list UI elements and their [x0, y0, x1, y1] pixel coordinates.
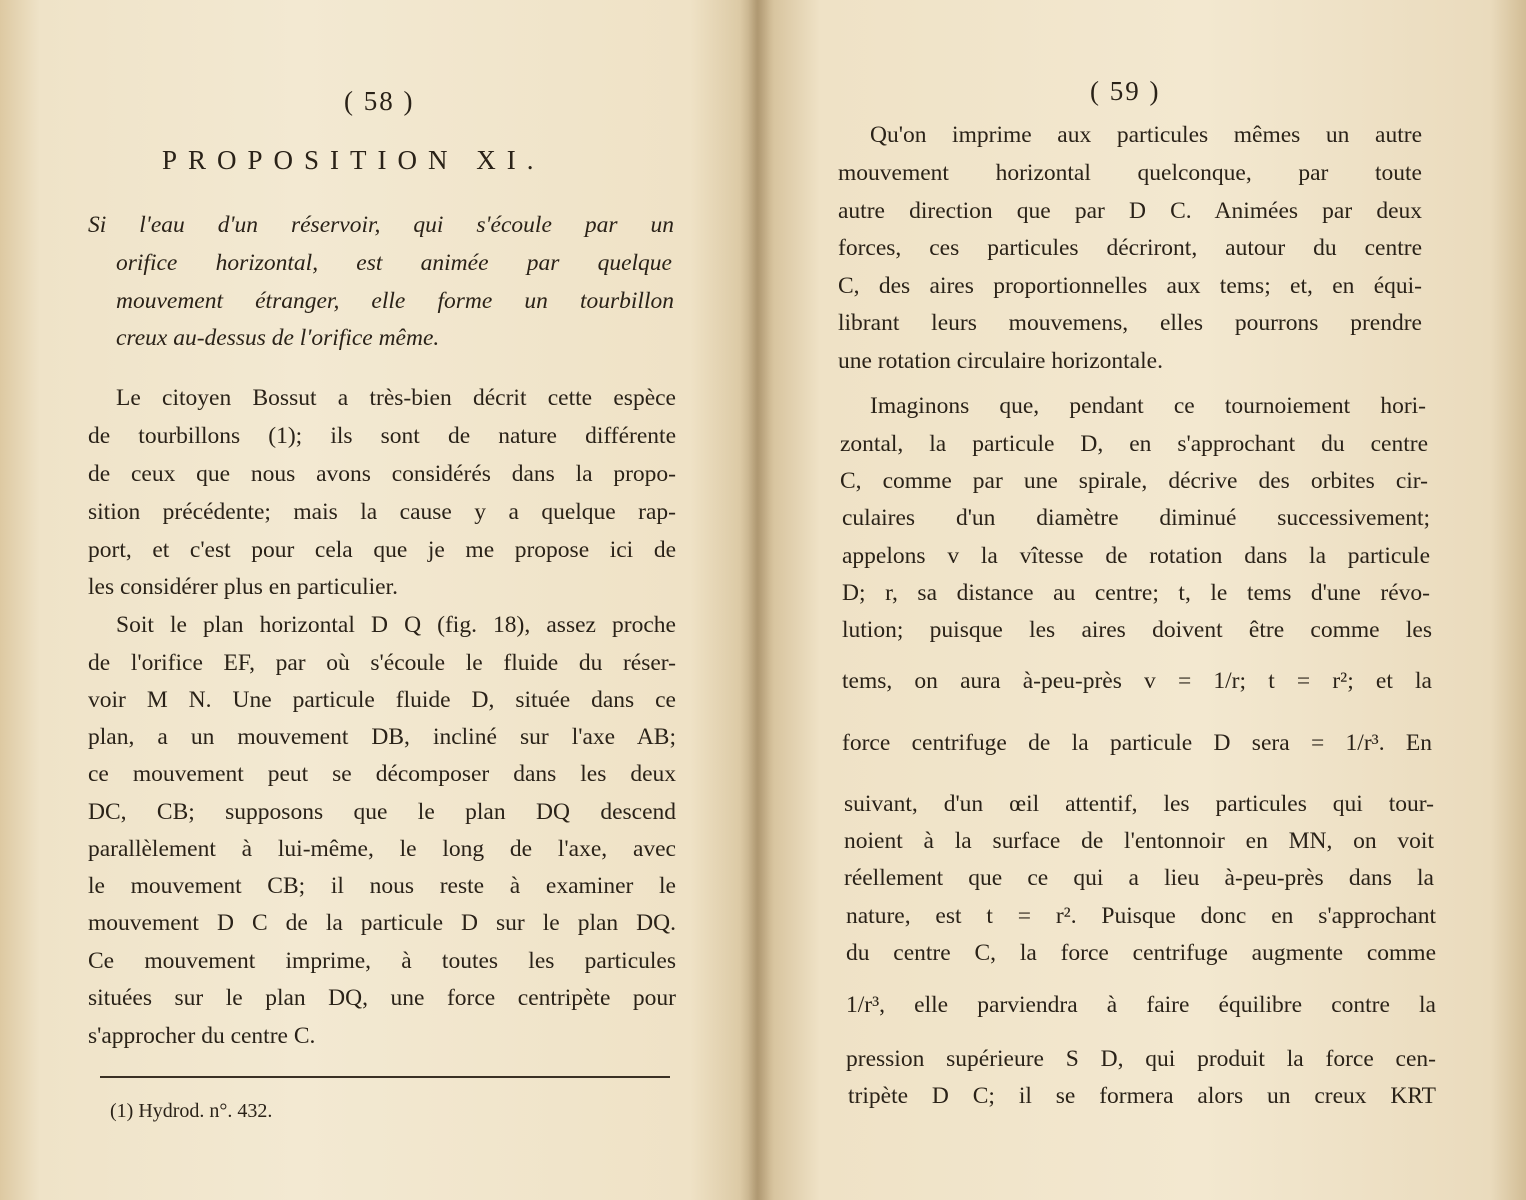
body-line: 1/r³, elle parviendra à faire équilibre contre la — [846, 992, 1436, 1018]
body-line: DC, CB; supposons que le plan DQ descend — [88, 799, 676, 825]
body-line: appelons v la vîtesse de rotation dans la particule — [842, 543, 1430, 569]
body-line: de l'orifice EF, par où s'écoule le fluide du réser- — [88, 650, 676, 676]
body-line: plan, a un mouvement DB, incliné sur l'axe AB; — [88, 724, 676, 750]
footnote-rule — [100, 1076, 670, 1078]
body-line: suivant, d'un œil attentif, les particules qui tour- — [844, 791, 1434, 817]
body-line: parallèlement à lui-même, le long de l'axe, avec — [88, 836, 676, 862]
page-number-58: ( 58 ) — [344, 86, 415, 116]
body-line: port, et c'est pour cela que je me propose ici de — [88, 537, 676, 563]
body-line: C, des aires proportionnelles aux tems; et, en équi- — [838, 273, 1422, 299]
enunciation-line: Si l'eau d'un réservoir, qui s'écoule par un — [88, 212, 674, 238]
body-line: une rotation circulaire horizontale. — [838, 348, 1163, 374]
body-line: réellement que ce qui a lieu à-peu-près dans la — [844, 865, 1434, 891]
body-line: Qu'on imprime aux particules mêmes un autre — [870, 122, 1422, 148]
body-line: lution; puisque les aires doivent être comme les — [842, 617, 1432, 643]
body-line: C, comme par une spirale, décrive des orbites cir- — [840, 468, 1428, 494]
body-line: les considérer plus en particulier. — [88, 574, 398, 600]
body-line: s'approcher du centre C. — [88, 1023, 316, 1049]
body-line: sition précédente; mais la cause y a quelque rap- — [88, 499, 676, 525]
body-line: autre direction que par D C. Animées par deux — [838, 198, 1422, 224]
body-line: force centrifuge de la particule D sera = 1/r³. En — [842, 730, 1432, 756]
body-line: D; r, sa distance au centre; t, le tems d'une révo- — [842, 580, 1430, 606]
body-line: forces, ces particules décriront, autour du centre — [838, 235, 1422, 261]
body-line: ce mouvement peut se décomposer dans les deux — [88, 761, 676, 787]
body-line: situées sur le plan DQ, une force centripète pour — [88, 985, 676, 1011]
page-number-59: ( 59 ) — [1090, 76, 1161, 106]
body-line: nature, est t = r². Puisque donc en s'approchant — [846, 903, 1436, 929]
body-line: tems, on aura à-peu-près v = 1/r; t = r²; et la — [842, 668, 1432, 694]
body-line: pression supérieure S D, qui produit la force cen- — [846, 1046, 1436, 1072]
enunciation-line: mouvement étranger, elle forme un tourbillon — [116, 288, 674, 314]
body-line: noient à la surface de l'entonnoir en MN, on voit — [844, 828, 1434, 854]
body-line: tripète D C; il se formera alors un creux KRT — [848, 1083, 1436, 1109]
body-line: Imaginons que, pendant ce tournoiement hori- — [870, 393, 1426, 419]
body-line: voir M N. Une particule fluide D, située dans ce — [88, 687, 676, 713]
body-line: de tourbillons (1); ils sont de nature différente — [88, 423, 676, 449]
body-line: le mouvement CB; il nous reste à examiner le — [88, 873, 676, 899]
body-line: de ceux que nous avons considérés dans la propo- — [88, 461, 676, 487]
body-line: mouvement D C de la particule D sur le plan DQ. — [88, 910, 676, 936]
body-line: du centre C, la force centrifuge augmente comme — [846, 940, 1436, 966]
left-page — [0, 0, 750, 1200]
body-line: Le citoyen Bossut a très-bien décrit cette espèce — [116, 385, 676, 411]
body-line: librant leurs mouvemens, elles pourrons prendre — [838, 310, 1422, 336]
body-line: zontal, la particule D, en s'approchant du centre — [840, 431, 1428, 457]
enunciation-line: orifice horizontal, est animée par quelque — [116, 250, 672, 276]
proposition-heading: PROPOSITION XI. — [162, 145, 545, 175]
body-line: mouvement horizontal quelconque, par toute — [838, 160, 1422, 186]
body-line: Soit le plan horizontal D Q (fig. 18), assez proche — [116, 612, 676, 638]
footnote: (1) Hydrod. n°. 432. — [110, 1100, 273, 1122]
body-line: culaires d'un diamètre diminué successivement; — [842, 505, 1430, 531]
body-line: Ce mouvement imprime, à toutes les particules — [88, 948, 676, 974]
right-page — [770, 0, 1526, 1200]
enunciation-line: creux au-dessus de l'orifice même. — [116, 325, 440, 351]
